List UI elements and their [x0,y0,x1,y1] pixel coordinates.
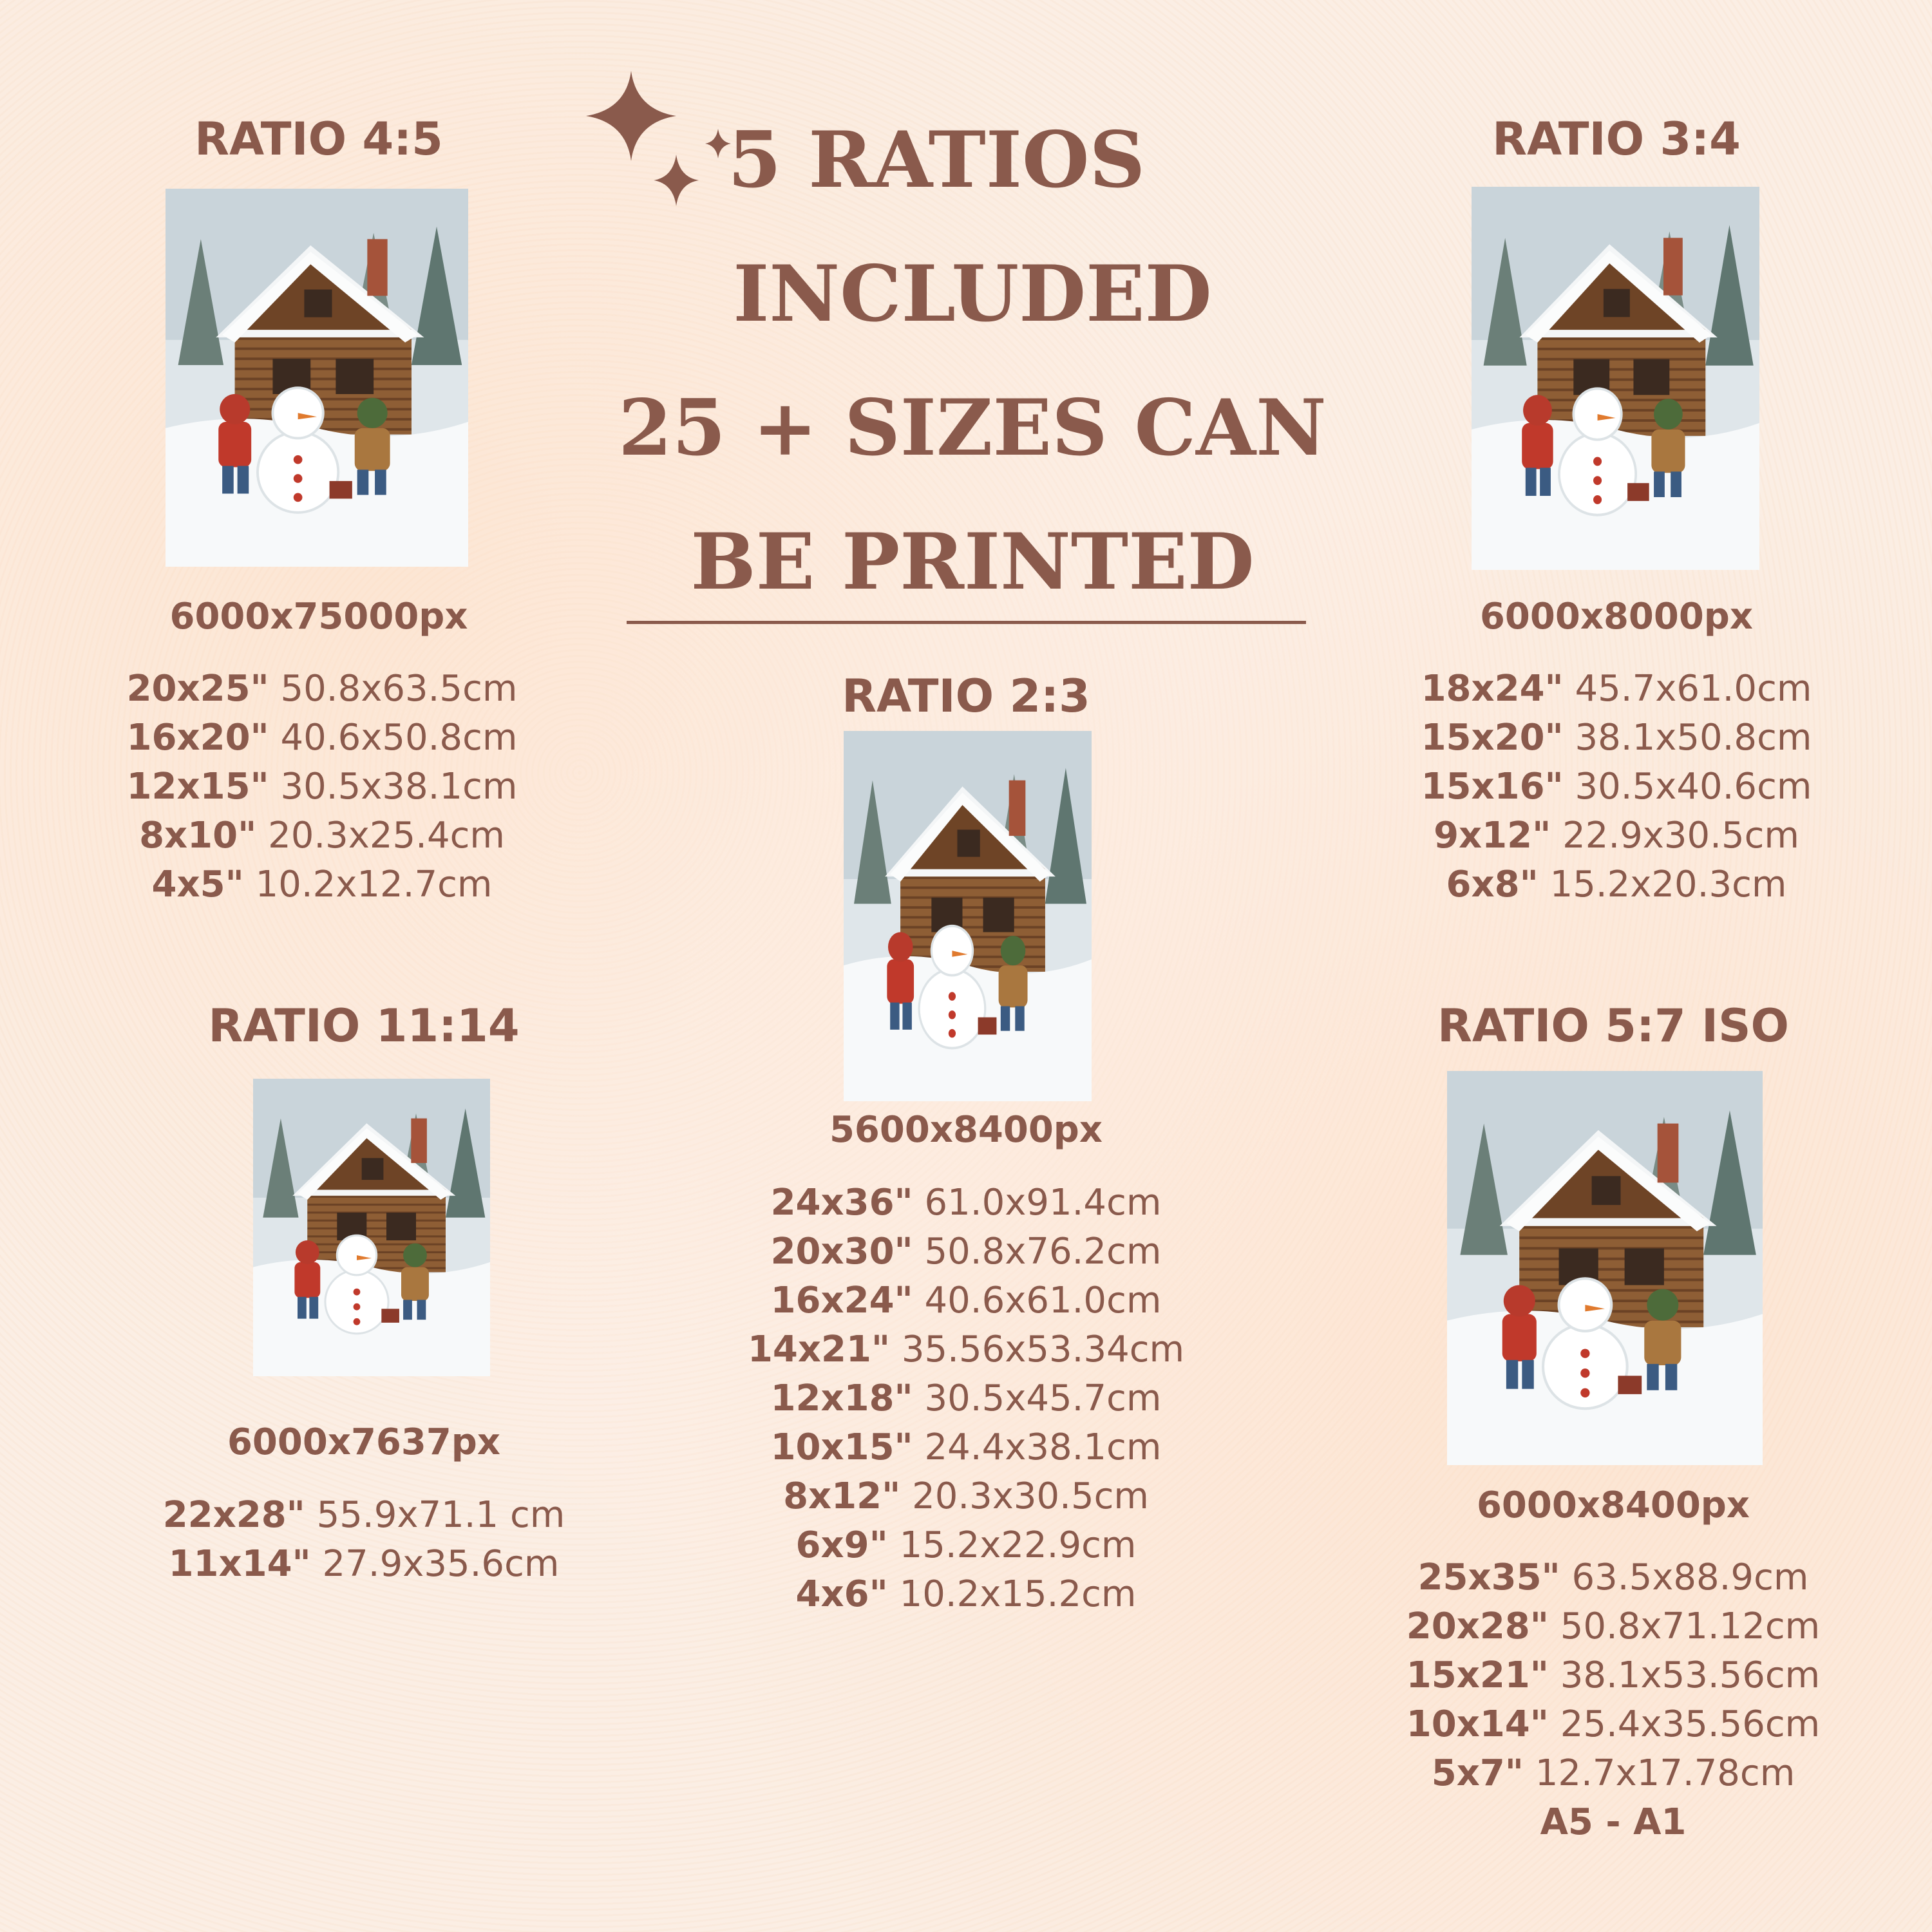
size-row: 12x15" 30.5x38.1cm [126,766,518,808]
size-row: 15x16" 30.5x40.6cm [1421,766,1812,808]
ratio-2-3-image [844,731,1092,1101]
size-row: 4x6" 10.2x15.2cm [795,1573,1137,1615]
size-row: 20x30" 50.8x76.2cm [770,1231,1162,1273]
size-row: 16x20" 40.6x50.8cm [126,717,518,759]
size-row: 22x28" 55.9x71.1 cm [162,1494,565,1536]
size-row: 11x14" 27.9x35.6cm [168,1543,560,1585]
size-row: 6x9" 15.2x22.9cm [795,1524,1137,1566]
size-row: 14x21" 35.56x53.34cm [747,1329,1185,1370]
size-row: 6x8" 15.2x20.3cm [1446,864,1787,905]
size-row: 25x35" 63.5x88.9cm [1417,1557,1809,1598]
size-row: 4x5" 10.2x12.7cm [151,864,493,905]
size-row: 12x18" 30.5x45.7cm [770,1378,1162,1419]
headline-line-2: INCLUDED [733,249,1212,339]
ratio-5-7-pixels: 6000x8400px [1476,1484,1750,1526]
ratio-11-14-pixels: 6000x7637px [227,1421,501,1463]
iso-range: A5 - A1 [1540,1801,1687,1843]
headline-line-3: 25 + SIZES CAN [618,383,1327,473]
size-row: 9x12" 22.9x30.5cm [1434,815,1799,857]
size-row: 16x24" 40.6x61.0cm [770,1280,1162,1321]
ratio-5-7-image [1447,1071,1763,1465]
ratio-11-14-image [253,1079,490,1376]
size-row: 5x7" 12.7x17.78cm [1431,1752,1795,1794]
ratio-4-5-image [166,189,468,567]
size-row: 20x25" 50.8x63.5cm [126,668,518,710]
headline-line-4: BE PRINTED [690,516,1255,607]
ratio-4-5-title: RATIO 4:5 [194,113,443,166]
size-row: 24x36" 61.0x91.4cm [770,1182,1162,1224]
size-row: 20x28" 50.8x71.12cm [1406,1605,1821,1647]
size-row: 18x24" 45.7x61.0cm [1421,668,1812,710]
ratio-2-3-title: RATIO 2:3 [842,670,1090,723]
ratio-11-14-title: RATIO 11:14 [208,999,520,1052]
size-row: 10x14" 25.4x35.56cm [1406,1703,1821,1745]
ratio-4-5-sizes [64,665,580,909]
size-row: 15x20" 38.1x50.8cm [1421,717,1812,759]
size-row: 10x15" 24.4x38.1cm [770,1426,1162,1468]
headline-divider [627,621,1306,624]
ratio-3-4-pixels: 6000x8000px [1479,596,1754,638]
ratio-5-7-title: RATIO 5:7 ISO [1437,999,1790,1052]
size-row: 8x12" 20.3x30.5cm [783,1475,1149,1517]
ratio-4-5-pixels: 6000x75000px [169,596,468,638]
ratio-3-4-sizes [1359,665,1874,909]
headline [618,93,1327,629]
size-row: 8x10" 20.3x25.4cm [139,815,505,857]
ratio-11-14-sizes [106,1491,621,1589]
ratio-3-4-image [1472,187,1759,570]
ratio-3-4-title: RATIO 3:4 [1492,113,1741,166]
headline-line-1: 5 RATIOS [728,115,1146,205]
ratio-5-7-sizes [1356,1553,1871,1847]
size-row: 15x21" 38.1x53.56cm [1406,1654,1821,1696]
ratio-2-3-sizes [708,1179,1224,1619]
ratio-2-3-pixels: 5600x8400px [829,1109,1103,1151]
